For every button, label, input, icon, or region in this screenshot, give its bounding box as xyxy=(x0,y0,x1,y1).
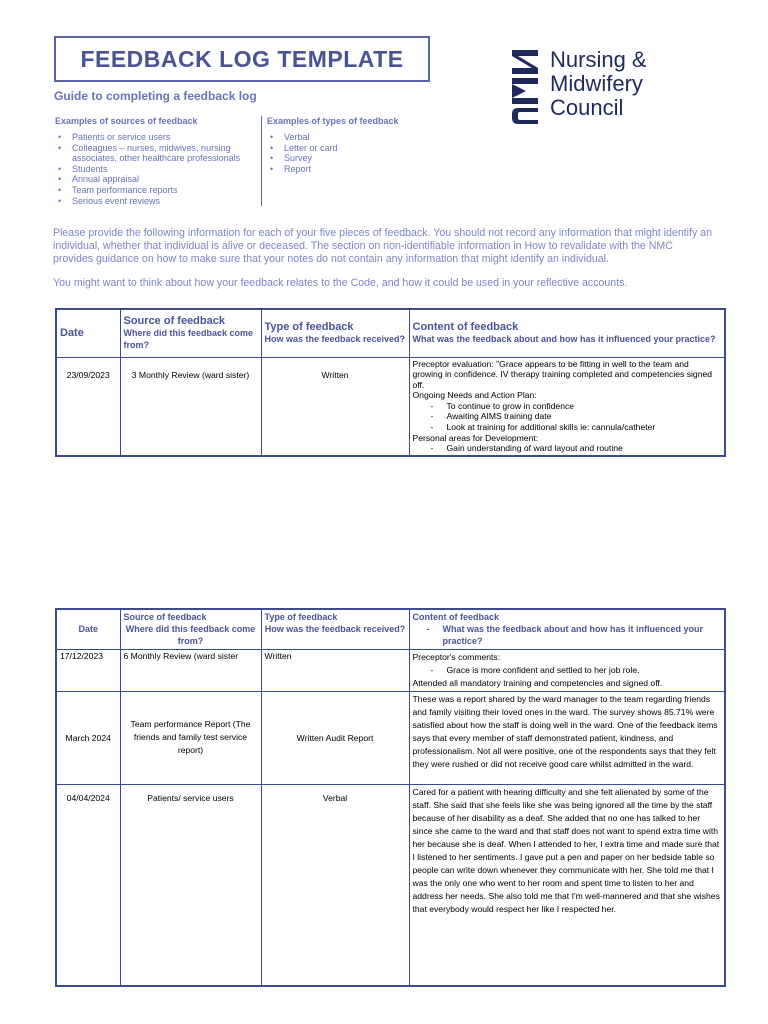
table-row xyxy=(56,357,725,456)
needs-list xyxy=(413,401,722,433)
header-date: Date xyxy=(56,609,120,649)
logo-line-2: Midwifery xyxy=(550,71,643,96)
list-item: - Awaiting AIMS training date xyxy=(431,411,722,422)
header-source: Source of feedback Where did this feedback come from? xyxy=(120,309,261,357)
header-content: Content of feedback What was the feedback about and how has it influenced your practice? xyxy=(409,309,725,357)
cell-type: Verbal xyxy=(261,784,409,986)
header-source: Source of feedback Where did this feedback come from? xyxy=(120,609,261,649)
cell-content: Cared for a patient with hearing difficulty and she felt alienated by some of the staff. She said that she feels like she was being ignored all the time by the staff because of her disability as a deaf. She added that no one has talked to her since she came to the ward and that staff does not want to spend extra time with her because she is deaf. When I attended to her, I extra time and made sure that I listened to her sentiments. I gave put a pen and paper on her bedside table so people can write down whenever they communicate with her. She told me that I was the only one who went to her room and spent time to listen to her and address her needs. She also told me that I'm well-mannered and that she wishes that everybody would respect her like I respected her. xyxy=(409,784,725,986)
examples-divider xyxy=(261,116,262,206)
sources-column xyxy=(55,116,240,206)
code-paragraph: You might want to think about how your feedback relates to the Code, and how it could be used in your reflective accounts. xyxy=(53,277,628,289)
cell-type: Written xyxy=(261,357,409,456)
types-column xyxy=(267,116,399,174)
list-item: • Patients or service users xyxy=(72,132,240,143)
header-content: Content of feedback - What was the feedback about and how has it influenced your practice? xyxy=(409,609,725,649)
list-item: • Serious event reviews xyxy=(72,196,240,207)
cell-source: 6 Monthly Review (ward sister xyxy=(120,649,261,691)
cell-source: Team performance Report (The friends and family test service report) xyxy=(120,691,261,784)
cell-content: These was a report shared by the ward manager to the team regarding friends and family visiting their loved ones in the ward. The survey shows 85.71% were satisfied about how the staff is doing well in the ward. One of the feedback items says that every member of staff demonstrated patient, kindness, and professionalism. Not all were positive, one of the respondents says that they felt they were rushed or did not receive good care whilst admitted in the ward. xyxy=(409,691,725,784)
list-item-continuation: associates, other healthcare professionals xyxy=(72,153,241,164)
content-items xyxy=(413,664,722,677)
sources-list xyxy=(55,132,240,206)
list-item: - Gain understanding of ward layout and routine xyxy=(431,443,722,454)
list-item: - Look at training for additional skills ie: cannula/catheter xyxy=(431,422,722,433)
cell-type: Written Audit Report xyxy=(261,691,409,784)
logo-line-3: Council xyxy=(550,95,624,120)
table-row xyxy=(56,649,725,691)
cell-type: Written xyxy=(261,649,409,691)
cell-date: 04/04/2024 xyxy=(56,784,120,986)
list-item: • Annual appraisal xyxy=(72,174,240,185)
table-row xyxy=(56,784,725,986)
list-item: - Grace is more confident and settled to her job role. xyxy=(431,664,722,677)
feedback-table-1 xyxy=(55,308,726,457)
list-item: • Report xyxy=(284,164,399,175)
feedback-table-2 xyxy=(55,608,726,987)
page-title-box xyxy=(54,36,430,82)
types-list xyxy=(267,132,399,174)
list-item: • Students xyxy=(72,164,240,175)
list-item: • Colleagues – nurses, midwives, nursing xyxy=(72,143,240,154)
table-row xyxy=(56,691,725,784)
sources-heading: Examples of sources of feedback xyxy=(55,116,198,126)
logo-line-1: Nursing & xyxy=(550,47,647,72)
cell-date: March 2024 xyxy=(56,691,120,784)
nmc-logo-text xyxy=(550,48,647,120)
dev-heading: Personal areas for Development: xyxy=(412,432,539,443)
table-header-row xyxy=(56,609,725,649)
cell-source: 3 Monthly Review (ward sister) xyxy=(120,357,261,456)
header-date: Date xyxy=(56,309,120,357)
nmc-logo-mark-icon xyxy=(508,48,542,126)
cell-source: Patients/ service users xyxy=(120,784,261,986)
cell-date: 17/12/2023 xyxy=(56,649,120,691)
guide-title: Guide to completing a feedback log xyxy=(54,89,257,103)
list-item: • Letter or card xyxy=(284,143,399,154)
page-title: FEEDBACK LOG TEMPLATE xyxy=(80,45,404,72)
dev-list xyxy=(413,443,722,454)
list-item: • Verbal xyxy=(284,132,399,143)
list-item: - To continue to grow in confidence xyxy=(431,401,722,412)
types-heading: Examples of types of feedback xyxy=(267,116,399,126)
nmc-logo xyxy=(508,48,647,128)
header-type: Type of feedback How was the feedback received? xyxy=(261,609,409,649)
cell-content xyxy=(409,357,725,456)
list-item: • Team performance reports xyxy=(72,185,240,196)
table-header-row xyxy=(56,309,725,357)
content-intro: Preceptor evaluation: "Grace appears to be fitting in well to the team and growing in confidence. IV therapy training completed and competencies signed off. xyxy=(412,358,713,390)
needs-heading: Ongoing Needs and Action Plan: xyxy=(412,390,537,401)
cell-content: Preceptor's comments: - Grace is more confident and settled to her job role. Attended all mandatory training and competencies and signed off. xyxy=(409,649,725,691)
cell-date: 23/09/2023 xyxy=(56,357,120,456)
header-type: Type of feedback How was the feedback received? xyxy=(261,309,409,357)
list-item: • Survey xyxy=(284,153,399,164)
instructions-paragraph: Please provide the following information for each of your five pieces of feedback. You should not record any information that might identify an individual, whether that individual is alive or deceased. The section on non-identifiable information in How to revalidate with the NMC provides guidance on how to make sure that your notes do not contain any information that might identify an individual. xyxy=(53,227,712,265)
